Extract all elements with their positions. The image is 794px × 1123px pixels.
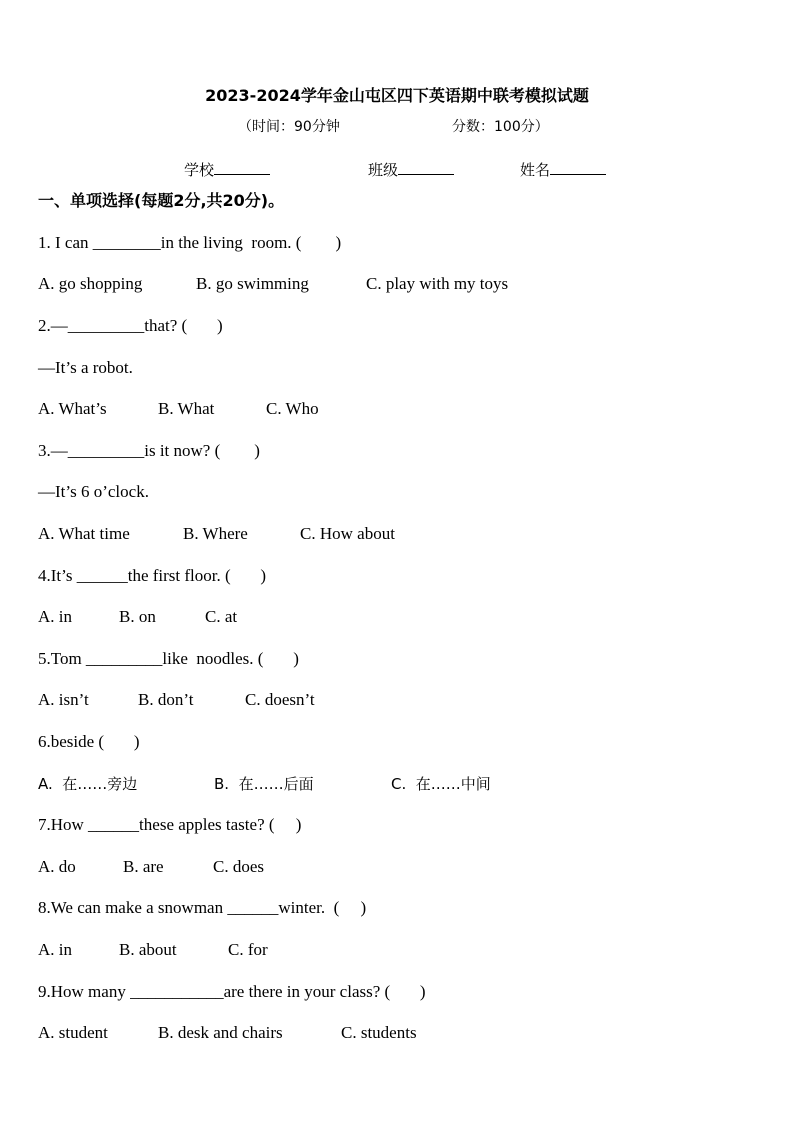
option-a[interactable]: A. go shopping [38,274,143,293]
option-b[interactable]: B. about [119,940,177,959]
option-c[interactable]: C. play with my toys [366,274,509,293]
question-6-options [38,773,491,795]
option-c[interactable]: C. students [341,1023,417,1042]
option-a[interactable]: A. in [38,940,72,959]
question-6: 6.beside ( ) [38,732,140,751]
question-8: 8.We can make a snowman ______winter. ( ) [38,898,367,917]
option-c[interactable]: C. for [228,940,268,959]
option-b[interactable]: B. desk and chairs [158,1023,283,1042]
page-title: 2023-2024学年金山屯区四下英语期中联考模拟试题 [205,86,589,105]
option-b[interactable]: B. don’t [138,690,194,709]
option-a[interactable]: A. What’s [38,399,107,418]
question-5: 5.Tom _________like noodles. ( ) [38,649,299,668]
option-b[interactable]: B. on [119,607,156,626]
question-1-options [38,273,508,295]
question-2-options [38,398,319,420]
question-4-options [38,606,237,628]
option-b[interactable]: B. Where [183,524,248,543]
option-a[interactable]: A. student [38,1023,108,1042]
name-label: 姓名 [520,161,551,179]
question-3: 3.—_________is it now? ( ) [38,441,260,460]
question-3-options [38,523,395,545]
option-a[interactable]: A. 在……旁边 [38,775,138,793]
option-c[interactable]: C. How about [300,524,395,543]
option-c[interactable]: C. Who [266,399,319,418]
option-a[interactable]: A. do [38,857,76,876]
option-a[interactable]: A. in [38,607,72,626]
option-b[interactable]: B. 在……后面 [214,775,314,793]
exam-time: （时间：90分钟 [238,119,340,135]
question-9: 9.How many ___________are there in your class? ( ) [38,982,426,1001]
option-a[interactable]: A. What time [38,524,130,543]
question-9-options [38,1022,417,1044]
option-b[interactable]: B. go swimming [196,274,309,293]
option-b[interactable]: B. are [123,857,164,876]
exam-score: 分数：100分） [452,119,549,135]
name-field[interactable] [520,160,606,180]
class-label: 班级 [368,161,399,179]
question-5-options [38,689,315,711]
option-b[interactable]: B. What [158,399,215,418]
school-label: 学校 [184,161,215,179]
question-7: 7.How ______these apples taste? ( ) [38,815,302,834]
option-c[interactable]: C. does [213,857,264,876]
question-2: 2.—_________that? ( ) [38,316,223,335]
name-blank[interactable] [550,160,606,175]
question-7-options [38,856,264,878]
question-4: 4.It’s ______the first floor. ( ) [38,566,267,585]
class-field[interactable] [368,160,454,180]
class-blank[interactable] [398,160,454,175]
section-title: 一、单项选择(每题2分,共20分)。 [38,191,285,210]
school-field[interactable] [184,160,270,180]
question-3-answer: —It’s 6 o’clock. [38,482,149,501]
option-c[interactable]: C. at [205,607,238,626]
question-8-options [38,939,268,961]
school-blank[interactable] [214,160,270,175]
option-a[interactable]: A. isn’t [38,690,89,709]
option-c[interactable]: C. 在……中间 [391,775,491,793]
question-1: 1. I can ________in the living room. ( ) [38,233,342,252]
option-c[interactable]: C. doesn’t [245,690,315,709]
question-2-answer: —It’s a robot. [38,358,133,377]
